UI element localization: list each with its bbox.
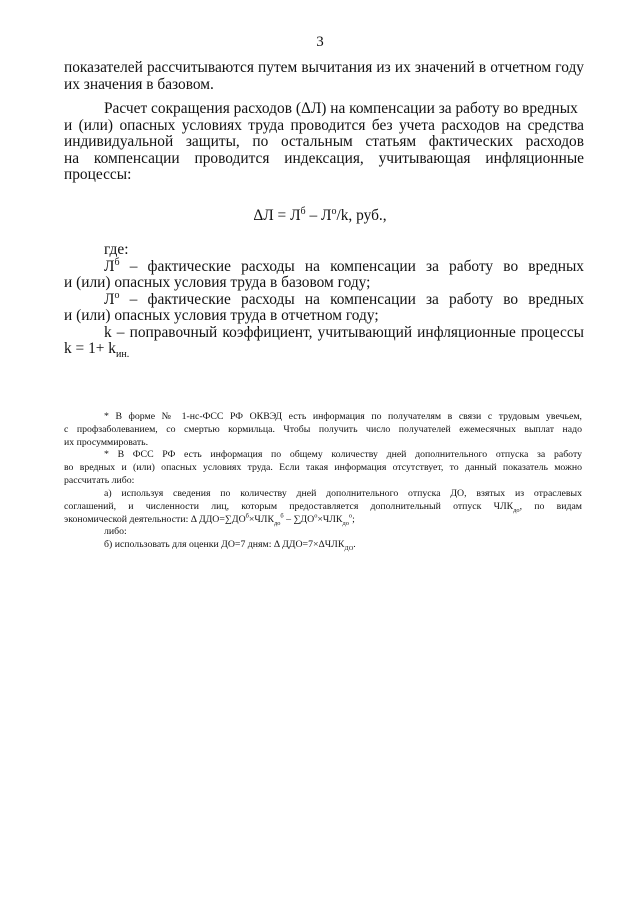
definition-k-formula: $k = 1+ k_{ин.}$ (64, 340, 130, 361)
where-label: где: (104, 241, 129, 258)
text-line: показателей рассчитываются путем вычитания из их значений в отчетном году (64, 59, 584, 76)
text-line: и (или) опасных условиях труда проводится без учета расходов на средства (64, 116, 584, 134)
text-line: Расчет сокращения расходов (ΔЛ) на компенсации за работу во вредных (104, 100, 578, 117)
footnote-line: рассчитать либо: (64, 474, 135, 486)
footnote-line: либо: (104, 526, 127, 538)
text-line: их значения в базовом. (64, 75, 214, 93)
footnote-line: их просуммировать. (64, 436, 149, 448)
definition-lb: $Л^б$ – фактические расходы на компенсации за работу во вредных (104, 256, 584, 275)
footnote-option-a (64, 488, 582, 552)
text-line: процессы: (64, 166, 132, 183)
text-line: и (или) опасных условия труда в базовом году; (64, 274, 371, 291)
footnote-line: соглашений, и численности лиц, которым предоставляется дополнительный отпуск $ЧЛК_{до}$, по видам (64, 500, 583, 514)
footnote-line: с профзаболеванием, со смертью кормильца. Чтобы получить число получателей ежемесячных выплат надо (64, 423, 582, 435)
paragraph-1 (64, 60, 584, 93)
footnote-2 (64, 449, 582, 487)
page-number: 3 (316, 34, 324, 50)
text-line: индивидуальной защиты, по остальным статьям фактических расходов (64, 133, 584, 150)
footnote-line: * В форме № 1-нс-ФСС РФ ОКВЭД есть информация по получателям в связи с трудовым увечьем, (104, 411, 582, 422)
footnote-formula: экономической деятельности: Δ $ДДО=\sum ДО^б\times ЧЛК_{до}^б - \sum ДО^о\times ЧЛК_{до}^о$; (64, 512, 355, 527)
paragraph-2 (64, 101, 584, 184)
definition-k: k – поправочный коэффициент, учитывающий инфляционные процессы (104, 323, 584, 341)
footnote-line: а) используя сведения по количеству дней дополнительного отпуска ДО, взятых из отраслевых (104, 488, 582, 499)
text-line: и (или) опасных условия труда в отчетном году; (64, 307, 379, 324)
footnote-1 (64, 411, 582, 449)
footnote-option-b: б) использовать для оценки ДО=7 дням: Δ $ДДО=7\times\Delta ЧЛК_{ДО}$. (104, 539, 356, 553)
text-line: на компенсации проводится индексация, учитывающая инфляционные (64, 149, 584, 167)
formula: $\Delta Л = Л^б - Л^о/k$, руб., (253, 205, 387, 224)
footnote-line: * В ФСС РФ есть информация по общему количеству дней дополнительного отпуска за работу (104, 449, 582, 460)
definitions (64, 241, 584, 361)
definition-lo: $Л^о$ – фактические расходы на компенсации за работу во вредных (104, 289, 584, 308)
footnote-line: во вредных и (или) опасных условиях труда. Если такая информация отсутствует, то данный показатель можно (64, 461, 582, 473)
